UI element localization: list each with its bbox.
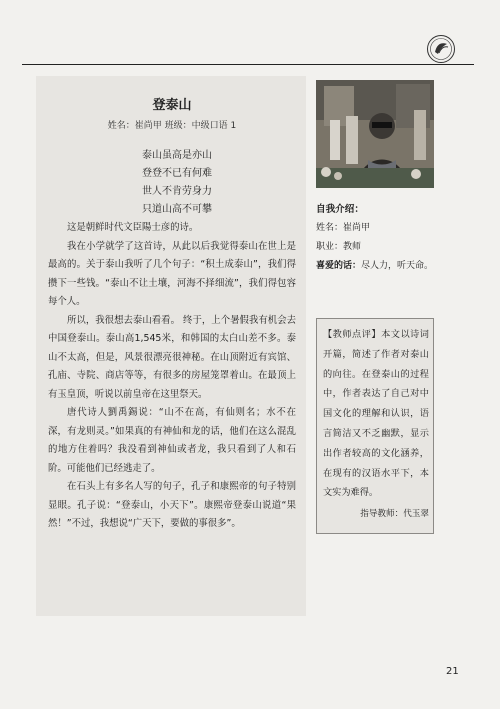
poem-line: 登登不已有何难 xyxy=(142,168,212,179)
intro-motto-text: 尽人力，听天命。 xyxy=(361,261,434,271)
intro-name: 姓名：崔尚甲 xyxy=(316,223,371,233)
poem-line: 世人不肯劳身力 xyxy=(142,186,212,197)
intro-motto xyxy=(316,257,450,276)
poem-line: 泰山虽高是亦山 xyxy=(142,150,212,161)
article-paragraph: 在石头上有多名人写的句子，孔子和康熙帝的句子特别显眼。孔子说：“登泰山，小天下”。康熙帝登泰山说道“果然！”不过，我想说“广天下，要做的事很多”。 xyxy=(48,481,296,529)
intro-heading: 自我介绍： xyxy=(316,204,364,215)
intro-motto-label: 喜爱的话： xyxy=(316,261,362,271)
article-paragraph: 唐代诗人劉禹錫说：“山不在高，有仙则名；水不在深，有龙则灵。”如果真的有神仙和龙的话，他们在这么混乱的地方住着吗？我没看到神仙或者龙，我只看到了人和石阶。可能他们已经逃走了。 xyxy=(48,407,296,474)
article-title: 登泰山 xyxy=(152,98,192,113)
page-number: 21 xyxy=(446,666,459,677)
teacher-comment-box xyxy=(316,318,434,534)
school-logo-icon xyxy=(426,34,456,64)
article-byline: 姓名：崔尚甲 班级：中级口语 1 xyxy=(107,121,237,131)
author-photo xyxy=(316,80,434,188)
intro-job: 职业：教师 xyxy=(316,242,362,252)
article-paragraph: 所以，我很想去泰山看看。 终于，上个暑假我有机会去中国登泰山。泰山高1,545米，和韩国的太白山差不多。泰山不太高，但是，风景很漂亮很神秘。在山顶附近有宾馆、孔庙、寺院、商店等等，有很多的房屋笼罩着山。在最顶上有玉皇顶，听说以前皇帝在这里祭天。 xyxy=(48,314,296,400)
author-intro xyxy=(316,200,450,276)
article-paragraph: 我在小学就学了这首诗，从此以后我觉得泰山在世上是最高的。关于泰山我听了几个句子：“积土成泰山”，我们得攒下一些钱。“泰山不让土壤，河海不择细流”，我们得包容每个人。 xyxy=(48,240,296,307)
poem-line: 只道山高不可攀 xyxy=(142,204,212,215)
article-panel xyxy=(36,76,306,616)
teacher-name: 指导教师：代玉翠 xyxy=(360,509,429,520)
teacher-comment-text: 【教师点评】本文以诗词开篇，简述了作者对泰山的向往。在登泰山的过程中，作者表达了自己对中国文化的理解和认识，语言简洁又不乏幽默，显示出作者较高的文化涵养，在现有的汉语水平下，本文实为难得。 xyxy=(323,329,429,499)
article-paragraph: 这是朝鲜时代文臣陽士彦的诗。 xyxy=(67,222,199,233)
author-photo-image xyxy=(316,80,434,188)
header-rule xyxy=(22,64,474,65)
